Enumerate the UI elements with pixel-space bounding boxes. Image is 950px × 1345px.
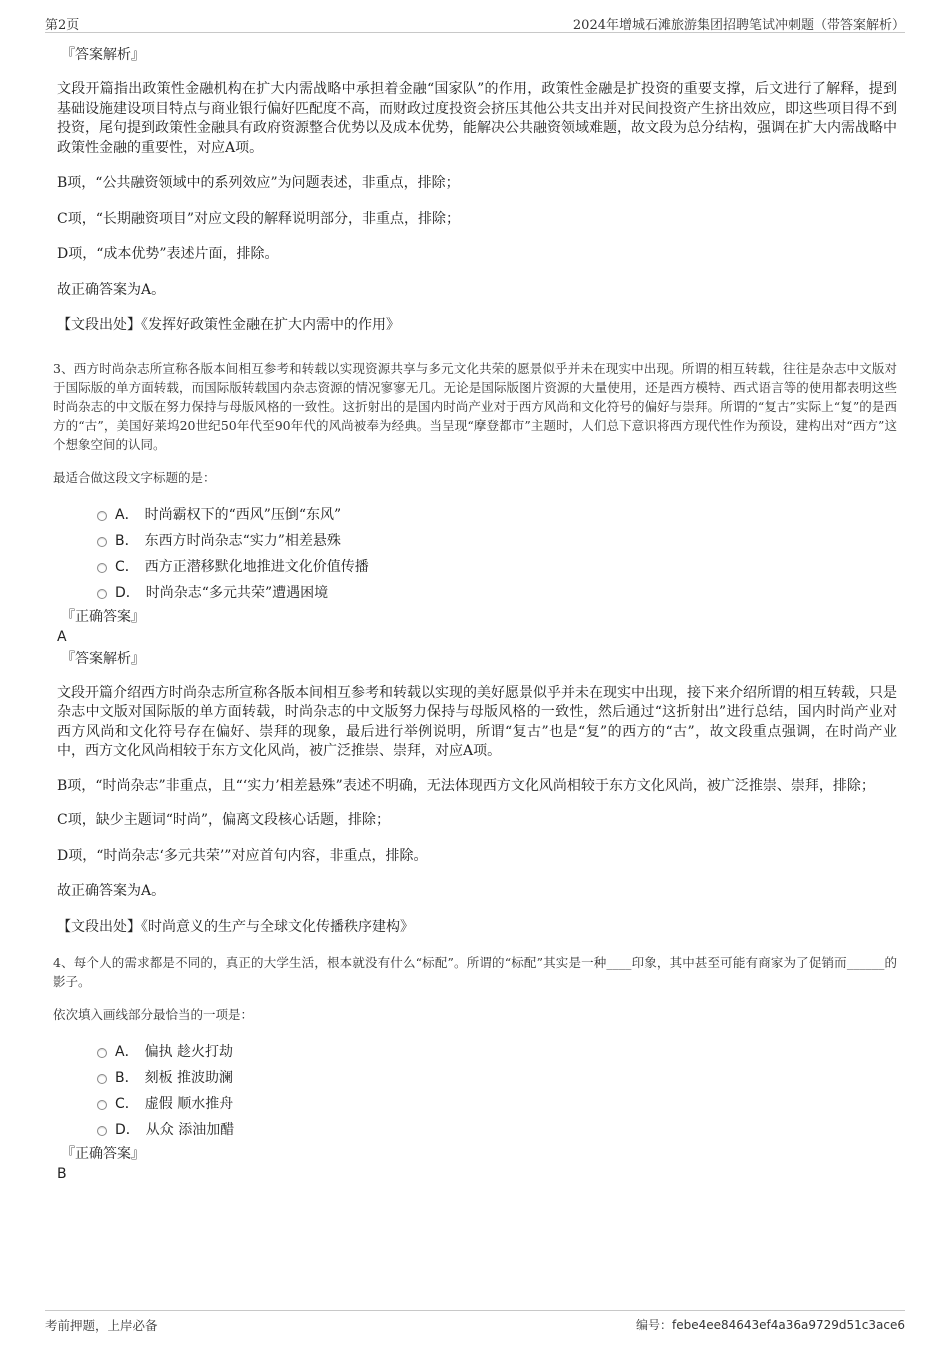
question-3-stem: 3、西方时尚杂志所宣称各版本间相互参考和转载以实现资源共享与多元文化共荣的愿景似乎并未在现实中出现。所谓的相互转载，往往是杂志中文版对于国际版的单方面转载，而国际版转载国内杂志资源的情况寥寥无几。无论是国际版图片资源的大量使用，还是西方模特、西式语言等的使用都表明这些时尚杂志的中文版在努力保持与母版风格的一致性。这折射出的是国内时尚产业对于西方风尚和文化符号的偏好与崇拜。所谓的“复古”实际上“复”的是西方的“古”，美国好莱坞20世纪50年代至90年代的风尚被奉为经典。当呈现“摩登都市”主题时，人们总下意识将西方现代性作为预设，建构出对“西方”这个想象空间的认同。	[53, 360, 897, 452]
radio-icon[interactable]	[97, 563, 107, 573]
correct-answer-conclusion: 故正确答案为A。	[57, 281, 166, 298]
analysis-option-d: D项，“成本优势”表述片面，排除。	[57, 246, 279, 262]
correct-answer: B	[57, 1166, 67, 1182]
radio-icon[interactable]	[97, 1100, 107, 1110]
correct-answer-conclusion: 故正确答案为A。	[57, 883, 166, 899]
correct-answer: A	[57, 628, 67, 645]
document-id: 编号：febe4ee84643ef4a36a9729d51c3ace6	[635, 1318, 905, 1332]
page-footer	[45, 1310, 905, 1333]
analysis-option-c: C项，缺少主题词“时尚”，偏离文段核心话题，排除；	[57, 812, 391, 828]
radio-icon[interactable]	[97, 1048, 107, 1058]
analysis-option-c: C项，“长期融资项目”对应文段的解释说明部分，非重点，排除；	[57, 210, 461, 227]
analysis-label: 『答案解析』	[61, 650, 145, 667]
question-3-option-d[interactable]: D． 时尚杂志“多元共荣”遭遇困境	[57, 580, 897, 606]
analysis-option-b: B项，“公共融资领域中的系列效应”为问题表述，非重点，排除；	[57, 175, 460, 191]
question-3-option-b[interactable]: B． 东西方时尚杂志“实力”相差悬殊	[57, 528, 897, 554]
radio-icon[interactable]	[97, 1074, 107, 1084]
analysis-label: 『答案解析』	[61, 47, 145, 63]
question-4-option-c[interactable]: C． 虚假 顺水推舟	[57, 1091, 897, 1117]
question-4-prompt: 依次填入画线部分最恰当的一项是：	[53, 1007, 254, 1022]
radio-icon[interactable]	[97, 1126, 107, 1136]
analysis-text: 文段开篇指出政策性金融机构在扩大内需战略中承担着金融“国家队”的作用，政策性金融是扩投资的重要支撑，后文进行了解释，提到基础设施建设项目特点与商业银行偏好匹配度不高，而财政过度投资会挤压其他公共支出并对民间投资产生挤出效应，即这些项目得不到投资，尾句提到政策性金融具有政府资源整合优势以及成本优势，能解决公共融资领域难题，故文段为总分结构，强调在扩大内需战略中政策性金融的重要性，对应A项。	[57, 81, 897, 156]
document-title: 2024年增城石滩旅游集团招聘笔试冲刺题（带答案解析）	[572, 18, 905, 33]
page-content	[53, 44, 897, 1183]
correct-answer-label: 『正确答案』	[61, 1146, 145, 1162]
radio-icon[interactable]	[97, 589, 107, 599]
question-4-stem: 4、每个人的需求都是不同的，真正的大学生活，根本就没有什么“标配”。所谓的“标配”其实是一种____印象，其中甚至可能有商家为了促销而______的影子。	[53, 955, 897, 989]
passage-source: 【文段出处】《发挥好政策性金融在扩大内需中的作用》	[57, 317, 400, 333]
question-4-option-d[interactable]: D． 从众 添油加醋	[57, 1117, 897, 1143]
analysis-option-d: D项，“时尚杂志‘多元共荣’”对应首句内容，非重点，排除。	[57, 847, 428, 864]
footer-slogan: 考前押题，上岸必备	[45, 1318, 158, 1333]
question-3-prompt: 最适合做这段文字标题的是：	[53, 469, 216, 485]
question-4-option-a[interactable]: A． 偏执 趁火打劫	[57, 1039, 897, 1065]
question-3-option-a[interactable]: A． 时尚霸权下的“西风”压倒“东风”	[57, 502, 897, 528]
question-3-options	[57, 502, 897, 606]
analysis-option-b: B项，“时尚杂志”非重点，且“‘实力’相差悬殊”表述不明确，无法体现西方文化风尚相较于东方文化风尚，被广泛推崇、崇拜，排除；	[57, 777, 875, 794]
page-header	[45, 12, 905, 33]
radio-icon[interactable]	[97, 537, 107, 547]
correct-answer-label: 『正确答案』	[61, 608, 145, 625]
question-4-options	[57, 1039, 897, 1143]
page-number: 第2页	[45, 18, 80, 33]
radio-icon[interactable]	[97, 511, 107, 521]
question-4-option-b[interactable]: B． 刻板 推波助澜	[57, 1065, 897, 1091]
question-3-option-c[interactable]: C． 西方正潜移默化地推进文化价值传播	[57, 554, 897, 580]
passage-source: 【文段出处】《时尚意义的生产与全球文化传播秩序建构》	[57, 918, 414, 935]
analysis-text: 文段开篇介绍西方时尚杂志所宣称各版本间相互参考和转载以实现的美好愿景似乎并未在现实中出现，接下来介绍所谓的相互转载，只是杂志中文版对国际版的单方面转载，时尚杂志的中文版努力保持与母版风格的一致性，然后通过“这折射出”进行总结，国内时尚产业对西方风尚和文化符号存在偏好、崇拜的现象，最后进行举例说明，所谓“复古”也是“复”的西方的“古”，故文段重点强调，在时尚产业中，西方文化风尚相较于东方文化风尚，被广泛推崇、崇拜，对应A项。	[57, 684, 897, 759]
